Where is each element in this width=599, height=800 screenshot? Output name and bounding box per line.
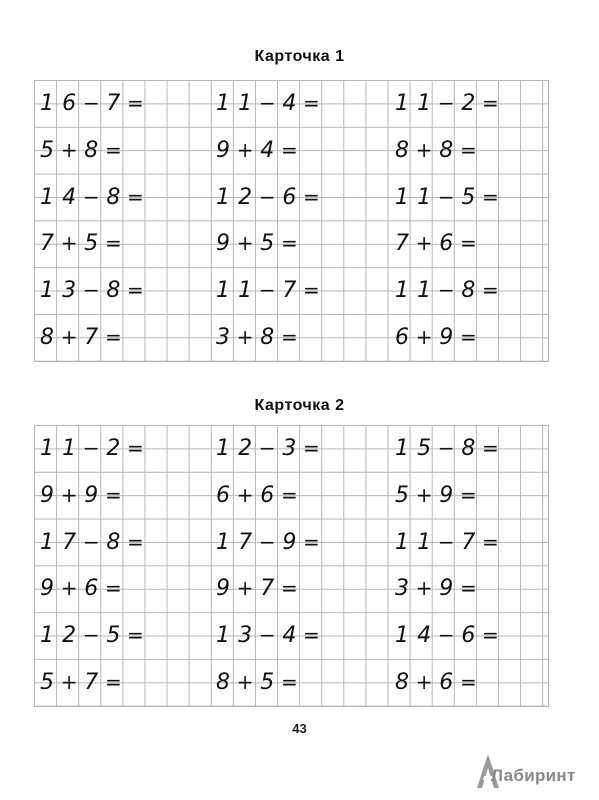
exercise-expression: 1 1 − 2 = [395, 91, 499, 116]
exercise-expression: 1 1 − 2 = [40, 436, 144, 461]
exercise-row [34, 472, 548, 519]
exercise-expression: 1 7 − 9 = [216, 529, 320, 555]
exercise-expression: 9 + 7 = [216, 576, 298, 602]
exercise-expression: 1 5 − 8 = [395, 436, 499, 461]
publisher-logo-text: Лабиринт [491, 766, 576, 785]
exercise-row [34, 314, 548, 361]
card-1-title: Карточка 1 [254, 48, 345, 65]
exercise-expression: 1 3 − 8 = [40, 278, 144, 304]
exercise-expression: 1 4 − 8 = [40, 184, 144, 210]
exercise-expression: 8 + 7 = [40, 325, 122, 350]
exercise-expression: 1 1 − 5 = [395, 184, 499, 210]
publisher-logo [473, 748, 593, 796]
exercise-expression: 1 4 − 6 = [395, 623, 499, 649]
exercise-expression: 8 + 8 = [395, 137, 477, 163]
exercise-expression: 9 + 4 = [216, 137, 298, 163]
exercise-expression: 7 + 6 = [395, 231, 477, 257]
exercise-row [34, 174, 548, 221]
exercise-row [34, 659, 548, 706]
exercise-expression: 3 + 8 = [216, 325, 298, 350]
exercise-row [34, 612, 548, 659]
exercise-expression: 9 + 6 = [40, 576, 122, 602]
exercise-row [34, 80, 548, 127]
exercise-expression: 5 + 7 = [40, 670, 122, 695]
exercise-expression: 9 + 9 = [40, 482, 122, 508]
exercise-row [34, 267, 548, 314]
page-number: 43 [292, 721, 307, 736]
exercise-expression: 9 + 5 = [216, 231, 298, 257]
exercise-expression: 1 1 − 8 = [395, 278, 499, 304]
card-2-title: Карточка 2 [254, 397, 345, 414]
exercise-row [34, 565, 548, 612]
exercise-row [34, 220, 548, 267]
card-1-grid [34, 80, 549, 362]
exercise-expression: 3 + 9 = [395, 576, 477, 602]
exercise-row [34, 127, 548, 174]
card-2-grid [34, 425, 549, 707]
exercise-expression: 5 + 8 = [40, 137, 122, 163]
exercise-row [34, 425, 548, 472]
exercise-expression: 1 2 − 3 = [216, 436, 320, 461]
exercise-expression: 6 + 6 = [216, 482, 298, 508]
exercise-expression: 7 + 5 = [40, 231, 122, 257]
exercise-expression: 8 + 5 = [216, 670, 298, 695]
exercise-expression: 8 + 6 = [395, 670, 477, 695]
exercise-expression: 1 2 − 6 = [216, 184, 320, 210]
exercise-expression: 1 6 − 7 = [40, 91, 144, 116]
exercise-expression: 1 1 − 7 = [395, 529, 499, 555]
exercise-expression: 1 1 − 7 = [216, 278, 320, 304]
exercise-expression: 1 2 − 5 = [40, 623, 144, 649]
exercise-expression: 5 + 9 = [395, 482, 477, 508]
exercise-expression: 1 3 − 4 = [216, 623, 320, 649]
exercise-row [34, 519, 548, 566]
exercise-expression: 1 1 − 4 = [216, 91, 320, 116]
exercise-expression: 6 + 9 = [395, 325, 477, 350]
exercise-expression: 1 7 − 8 = [40, 529, 144, 555]
